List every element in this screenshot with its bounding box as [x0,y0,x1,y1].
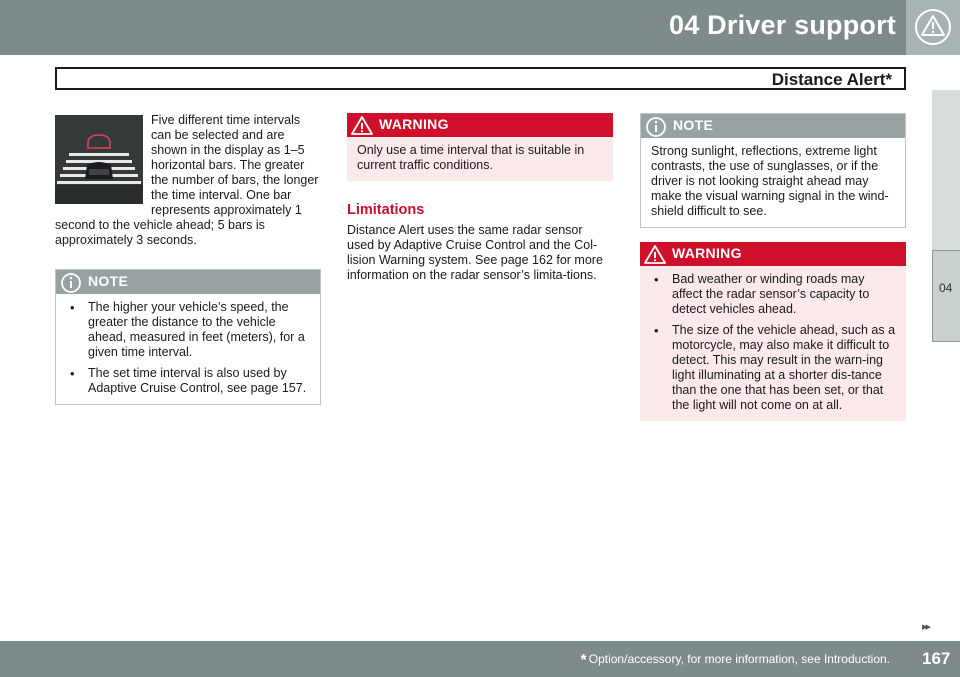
column-3 [640,113,906,421]
header-band [0,0,960,55]
distance-bars-illustration [55,115,143,204]
chapter-title: 04 Driver support [669,10,896,40]
footnote [581,652,890,670]
list-item: • Bad weather or winding roads may affect the radar sensor’s capacity to detect vehicles ahead. [650,272,896,317]
chapter-tab[interactable] [932,250,960,342]
info-icon [644,115,668,139]
footnote-star: * [580,652,587,669]
chapter-rail [932,90,960,250]
note-header [56,270,320,294]
list-item: • The set time interval is also used by Adaptive Cruise Control, see page 157. [66,366,310,396]
note-box [640,113,906,228]
warning-header [347,113,613,137]
intro-paragraph: Five different time intervals can be selected and are shown in the display as 1–5 horizontal bars. The greater the number of bars, the longer the time interval. One bar represents approximately 1 second to the vehicle ahead; 5 bars is approximately 3 seconds. [55,113,319,247]
list-item: • The higher your vehicle’s speed, the greater the distance to the vehicle ahead, measured in feet (meters), for a given time interval. [66,300,310,360]
footer-band [0,641,960,677]
info-icon [59,271,83,295]
warning-heading: WARNING [379,116,449,132]
column-1 [55,113,321,405]
warning-header [640,242,906,266]
section-title: Distance Alert* [771,70,892,89]
warning-triangle-icon [643,243,667,267]
note-heading: NOTE [88,273,129,289]
warning-heading: WARNING [672,245,742,261]
warning-triangle-icon [350,114,374,138]
footnote-text: Option/accessory, for more information, see Introduction. [588,652,890,666]
warning-box [640,242,906,421]
note-text: Strong sunlight, reflections, extreme light contrasts, the use of sunglasses, or if the driver is not looking straight ahead may make the visual warning signal in the wind-shield difficult to see. [651,144,889,218]
note-heading: NOTE [673,117,714,133]
section-bar [55,67,906,90]
list-item: • The size of the vehicle ahead, such as a motorcycle, may also make it difficult to detect. This may result in the warn-ing light illuminating at a shorter dis-tance than the one that has been set, or that the light will not come on at all. [650,323,896,413]
next-page-marker: ▸▸ [922,621,930,633]
warning-text: Only use a time interval that is suitable in current traffic conditions. [357,143,585,172]
note-bullet-list [66,300,310,396]
chapter-tab-label: 04 [939,281,953,295]
warning-bullet-list [650,272,896,413]
note-header [641,114,905,138]
limitations-heading: Limitations [347,202,425,218]
note-box [55,269,321,405]
chapter-icon-box [906,0,960,55]
column-2 [347,113,613,283]
warning-triangle-icon [914,8,952,46]
limitations-paragraph: Distance Alert uses the same radar sensor used by Adaptive Cruise Control and the Col-lision Warning system. See page 162 for more information on the radar sensor’s limita-tions. [347,223,603,282]
page-number: 167 [922,649,951,668]
warning-box [347,113,613,181]
